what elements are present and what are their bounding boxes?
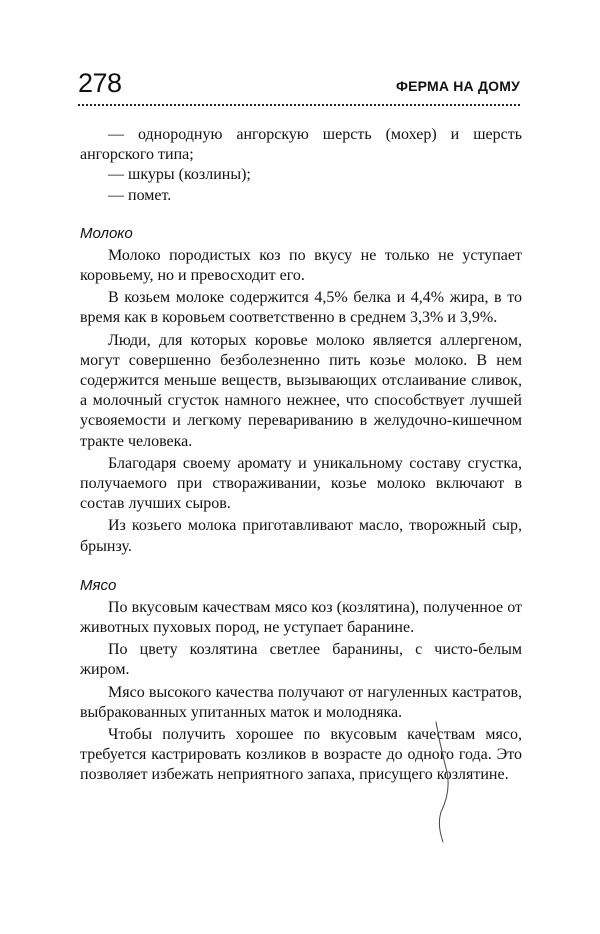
- list-item: — шкуры (козлины);: [108, 166, 251, 184]
- list-item: — однородную ангорскую шерсть (мохер) и шерсть ангорского типа;: [80, 126, 522, 164]
- section-heading-milk: Молоко: [80, 224, 133, 242]
- milk-paragraph: Люди, для которых коровье молоко является аллергеном, могут совершенно безболезненно пить козье молоко. В нем содержится меньше веществ, вызывающих отслаивание сливок, а молочный сгусток намного нежнее, что способствует лучшей усвояемости и легкому перевариванию в желудочно-кишечном тракте человека.: [80, 331, 522, 450]
- page-body: [80, 125, 522, 788]
- section-heading-meat: Мясо: [80, 576, 117, 594]
- milk-paragraph: Из козьего молока приготавливают масло, творожный сыр, брынзу.: [80, 517, 522, 555]
- milk-paragraph: Благодаря своему аромату и уникальному составу сгустка, получаемого при створаживании, козье молоко включают в состав лучших сыров.: [80, 454, 522, 513]
- page-header: [78, 66, 520, 106]
- meat-paragraph: Мясо высокого качества получают от нагуленных кастратов, выбракованных упитанных маток и молодняка.: [80, 683, 522, 721]
- meat-paragraph: По цвету козлятина светлее баранины, с чисто-белым жиром.: [80, 641, 522, 679]
- milk-paragraph: Молоко породистых коз по вкусу не только не уступает коровьему, но и превосходит его.: [80, 246, 522, 285]
- running-title: ФЕРМА НА ДОМУ: [395, 78, 520, 94]
- meat-paragraph: Чтобы получить хорошее по вкусовым качествам мясо, требуется кастрировать козликов в возрасте до одного года. Это позволяет избежать неприятного запаха, присущего козлятине.: [80, 726, 522, 784]
- milk-paragraph: В козьем молоке содержится 4,5% белка и 4,4% жира, в то время как в коровьем соответственно в среднем 3,3% и 3,9%.: [80, 289, 522, 327]
- page-number: 278: [78, 68, 122, 98]
- meat-paragraph: По вкусовым качествам мясо коз (козлятина), полученное от животных пуховых пород, не уступает баранине.: [80, 598, 522, 637]
- list-item: — помет.: [108, 186, 172, 204]
